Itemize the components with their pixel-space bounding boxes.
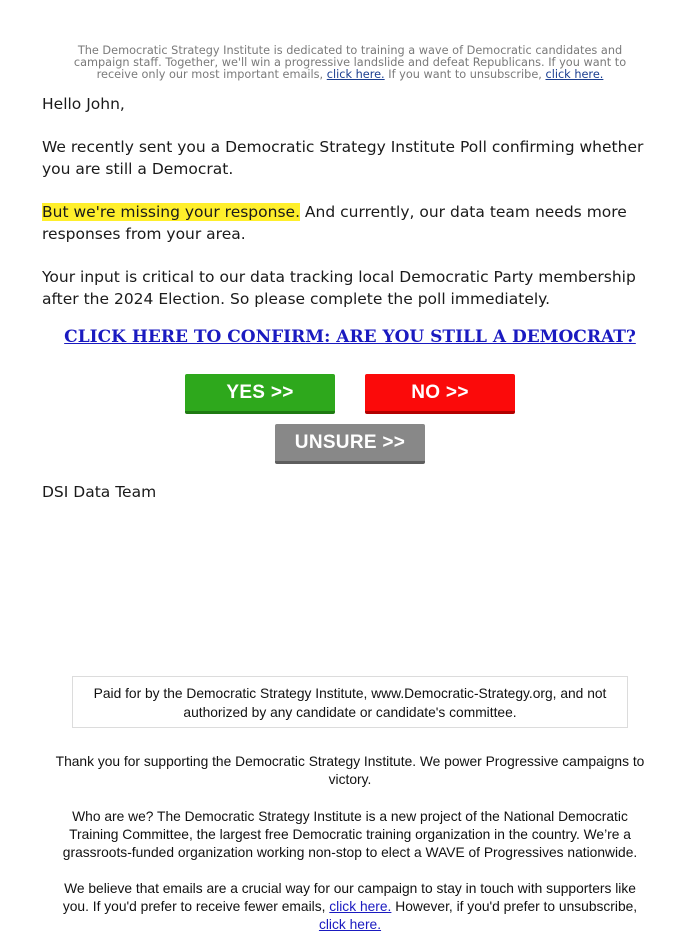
preheader-text: The Democratic Strategy Institute is dedicated to training a wave of Democratic candidates and campaign staff. Together, we'll win a progressive landslide and defeat Republicans. If you want to receive only our most important emails, (73, 44, 627, 81)
footer-thanks: Thank you for supporting the Democratic Strategy Institute. We power Progressive campaigns to victory. (55, 754, 645, 787)
footer-email-text-middle: However, if you'd prefer to unsubscribe, (391, 899, 638, 914)
unsure-button[interactable]: UNSURE >> (275, 424, 425, 464)
paragraph-missing-response-rest: And currently, our data team needs more responses from your area. (42, 203, 627, 243)
paragraph-missing-response (42, 201, 672, 245)
yes-button[interactable]: YES >> (185, 374, 335, 414)
greeting: Hello John, (42, 95, 125, 113)
confirm-democrat-link[interactable]: CLICK HERE TO CONFIRM: ARE YOU STILL A DEMOCRAT? (64, 327, 636, 347)
cta-container (0, 326, 700, 348)
footer-who-are-we: Who are we? The Democratic Strategy Institute is a new project of the National Democratic Training Committee, the largest free Democratic training organization in the country. We’re a grassroots-funded organization working non-stop to elect a WAVE of Progressives nationwide. (62, 809, 638, 860)
footer-email-preferences (52, 880, 648, 934)
fewer-emails-link[interactable]: click here. (329, 899, 392, 914)
important-emails-link[interactable]: click here. (326, 68, 385, 81)
no-button[interactable]: NO >> (365, 374, 515, 414)
footer-unsubscribe-link[interactable]: click here. (318, 917, 382, 932)
paragraph-input-critical: Your input is critical to our data tracking local Democratic Party membership after the 2024 Election. So please complete the poll immediately. (42, 268, 636, 308)
preheader (52, 45, 648, 81)
footer-email-text: We believe that emails are a crucial way for our campaign to stay in touch with supporters like you. If you'd prefer to receive fewer emails, (62, 881, 636, 914)
signature: DSI Data Team (42, 483, 157, 501)
paid-for-disclaimer: Paid for by the Democratic Strategy Institute, www.Democratic-Strategy.org, and not authorized by any candidate or candidate's committee. (72, 676, 628, 728)
highlighted-text: But we're missing your response. (42, 203, 300, 221)
preheader-text-middle: If you want to unsubscribe, (384, 68, 546, 81)
preheader-unsubscribe-link[interactable]: click here. (545, 68, 604, 81)
paragraph-poll-sent: We recently sent you a Democratic Strategy Institute Poll confirming whether you are still a Democrat. (42, 138, 644, 178)
